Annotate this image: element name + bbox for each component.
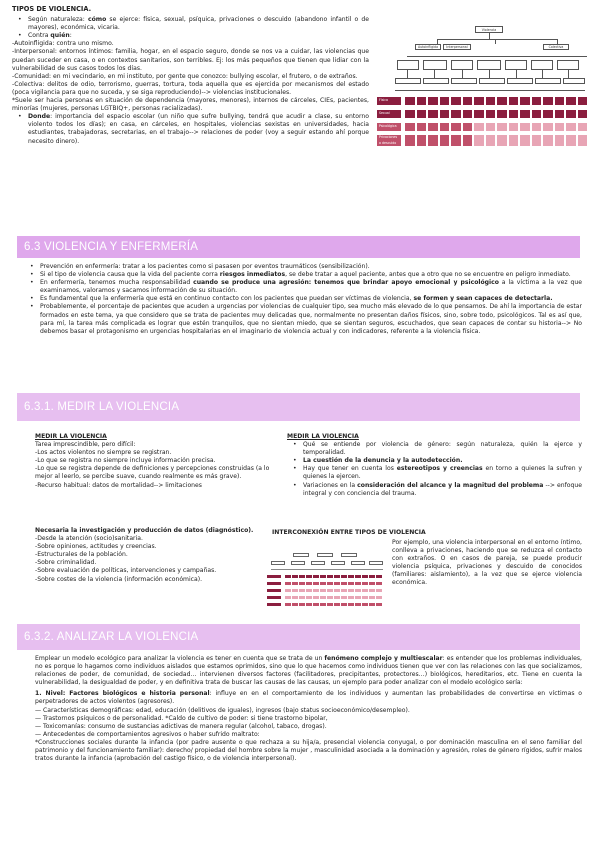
- intro-block: [12, 5, 369, 146]
- diagram-cell: [320, 589, 326, 592]
- diagram-cell: [417, 97, 427, 105]
- diagram-cell: [463, 123, 473, 131]
- diagram-cell: [566, 110, 576, 118]
- diagram-row-label: Sexual: [377, 110, 401, 118]
- diagram-cell: [376, 589, 382, 592]
- diagram-row-label: Psicológica: [377, 123, 401, 131]
- diagram-cell: [355, 603, 361, 606]
- diagram-cell: [440, 135, 450, 146]
- diagram-box: [271, 561, 285, 565]
- text: : influye en en el comportamiento de los individuos y aumentan las probabilidades de convertirse en víctimas o perpetradores de actos violentos (agresores).: [35, 690, 583, 706]
- diagram-cell: [327, 589, 333, 592]
- diagram-cell: [362, 603, 368, 606]
- diagram-sub-box: [531, 60, 553, 70]
- diagram-cell: [362, 596, 368, 599]
- diagram-row-label: Privaciones: [377, 135, 401, 141]
- diagram-cell: [334, 596, 340, 599]
- diagram-cell: [306, 582, 312, 585]
- diagram-row-marker: [267, 582, 281, 585]
- diagram-cell: [474, 135, 484, 146]
- diagram-cell: [555, 110, 565, 118]
- diagram-cell: [376, 603, 382, 606]
- diagram-cell: [566, 123, 576, 131]
- column-heading: MEDIR LA VIOLENCIA: [35, 433, 107, 440]
- list-item: [30, 263, 582, 271]
- diagram-cell: [405, 123, 415, 131]
- diagram-cell: [376, 596, 382, 599]
- item-lead: Según naturaleza:: [28, 16, 85, 24]
- diagram-cell: [532, 135, 542, 146]
- diagram-cell: [355, 589, 361, 592]
- diagram-box: [317, 553, 333, 557]
- diagram-cell: [299, 589, 305, 592]
- item-text: Prevención en enfermería: tratar a los pacientes como si pasasen por eventos traumáticos (sensibilización).: [40, 263, 370, 270]
- paragraph: Tarea imprescindible, pero difícil:: [35, 441, 136, 449]
- column-heading: MEDIR LA VIOLENCIA: [287, 433, 359, 440]
- diagram-cell: [578, 123, 588, 131]
- list-item: [30, 271, 582, 279]
- diagram-root-box: Violencia: [475, 26, 503, 33]
- column-heading: INTERCONEXIÓN ENTRE TIPOS DE VIOLENCIA: [272, 529, 426, 536]
- diagram-cell: [497, 135, 507, 146]
- paragraph: — Trastornos psíquicos o de personalidad. *Caldo de cultivo de poder: si tiene trastorno bipolar,: [35, 714, 328, 722]
- diagram-cell: [497, 123, 507, 131]
- diagram-cell: [313, 603, 319, 606]
- diagram-sub-box: [505, 60, 527, 70]
- paragraph: -Comunidad: en mi vecindario, en mi instituto, por gente que conozco: bullying escolar, el frutero, o de extraños.: [12, 72, 358, 80]
- diagram-cell: [532, 97, 542, 105]
- list-item: [30, 279, 582, 295]
- measure-left-column: [35, 433, 272, 490]
- diagram-cell: [306, 596, 312, 599]
- bullet-list: [12, 113, 369, 145]
- section-title: 6.3 VIOLENCIA Y ENFERMERÍA: [24, 240, 199, 253]
- diagram-cell: [520, 135, 530, 146]
- diagram-cell: [334, 575, 340, 578]
- diagram-cell: [417, 110, 427, 118]
- diagram-cell: [509, 97, 519, 105]
- diagram-row-marker: [267, 575, 281, 578]
- diagram-cell: [334, 589, 340, 592]
- diagram-cell: [320, 603, 326, 606]
- diagram-cell: [292, 596, 298, 599]
- diagram-cell: [440, 123, 450, 131]
- paragraph: -Autoinfligida: contra uno mismo.: [12, 40, 114, 48]
- diagram-cell: [555, 123, 565, 131]
- paragraph: -Lo que se registra no siempre incluye información precisa.: [35, 457, 216, 465]
- interconnection-text: Por ejemplo, una violencia interpersonal en el entorno íntimo, conlleva a privaciones, haciendo que se reduzca el contacto con extraños. O en casos de pareja, se puede producir violencia psíquica, privaciones y descuido de conocidos (familiares: aislamiento), a la vez que se ejerce violencia económica.: [392, 539, 582, 587]
- violence-typology-diagram: [377, 20, 592, 185]
- item-text: , se debe tratar a aquel paciente, antes que a otro que no se encuentre en peligro inmediato.: [285, 271, 571, 279]
- diagram-cell: [369, 603, 375, 606]
- diagram-sub-box: [397, 60, 419, 70]
- diagram-level1-box: Interpersonal: [443, 44, 471, 50]
- item-bold: riesgos inmediatos: [219, 271, 286, 279]
- diagram-sub-box: [507, 78, 533, 84]
- paragraph: -Interpersonal: entornos íntimos: familia, hogar, en el espacio seguro, donde se nos va a cuidar, las violencias que puedan suceder en casa, o en contextos sanitarios, son terribles. Ej: los más pequeños que tienen que lidiar con la vulnerabilidad de sus casos todos los días.: [12, 48, 369, 72]
- diagram-cell: [543, 123, 553, 131]
- paragraph: — Características demográficas: edad, educación (delitivos de iguales), ingresos (bajo status socioeconómico/desempleo).: [35, 706, 410, 714]
- item-text: a la víctima a la vez que examinamos, valoramos y sacamos información de su situación.: [40, 279, 582, 295]
- diagram-cell: [299, 596, 305, 599]
- diagram-cell: [313, 596, 319, 599]
- paragraph: [35, 655, 582, 687]
- item-bold: cómo: [87, 16, 107, 24]
- diagram-box: [291, 561, 305, 565]
- diagram-cell: [497, 97, 507, 105]
- diagram-cell: [376, 575, 382, 578]
- item-bold: Donde: [28, 113, 51, 121]
- diagram-cell: [362, 589, 368, 592]
- diagram-cell: [428, 123, 438, 131]
- diagram-cell: [486, 97, 496, 105]
- diagram-sub-box: [557, 60, 579, 70]
- item-text: Probablemente, el porcentaje de pacientes que acuden a urgencias por violencias de cualquier tipo, sea mucho más elevado de lo que pensamos. De ahí la importancia de estar formados en este tema, ya que considero que se trata de pacientes muy delicadas que, normalmente no presentan daños físicos, sino, sobre todo, psicológicos. Tal es así que, para mí, la tarea más complicada es lograr que estén tranquilos, que no sientan miedo, que se sientan seguros, escuchados, que sean capaces de contar su historia--> No debemos basar el protagonismo en urgencias hospitalarias en el imaginario de violencia actual y con indicadores, referente a la violencia física.: [40, 303, 582, 335]
- list-item: [12, 16, 369, 32]
- diagram-cell: [520, 123, 530, 131]
- text-bold: fenómeno complejo y multiescalar: [324, 655, 443, 662]
- diagram-cell: [320, 582, 326, 585]
- diagram-cell: [292, 582, 298, 585]
- item-bold: La cuestión de la denuncia y la autodetección.: [303, 457, 463, 465]
- diagram-sub-box: [563, 78, 585, 84]
- diagram-cell: [543, 97, 553, 105]
- bullet-list: [30, 263, 582, 336]
- section-title: 6.3.1. MEDIR LA VIOLENCIA: [24, 400, 180, 413]
- diagram-cell: [555, 135, 565, 146]
- diagram-cell: [532, 110, 542, 118]
- diagram-sub-box: [451, 78, 477, 84]
- diagram-cell: [463, 97, 473, 105]
- paragraph: *Suele ser hacia personas en situación de dependencia (mayores, menores), internos de cárceles, CIEs, pacientes, minorías (mujeres, personas LGTBIQ+, personas racializadas).: [12, 97, 369, 113]
- item-bold: cuando se produce una agresión: tenemos que brindar apoyo emocional y psicológico: [193, 279, 499, 287]
- item-text: En enfermería, tenemos mucha responsabilidad: [40, 279, 194, 287]
- paragraph: -Los actos violentos no siempre se registran.: [35, 449, 172, 457]
- list-item: [287, 482, 582, 498]
- diagram-cell: [355, 582, 361, 585]
- diagram-cell: [348, 596, 354, 599]
- diagram-cell: [555, 97, 565, 105]
- diagram-cell: [509, 110, 519, 118]
- diagram-cell: [428, 97, 438, 105]
- diagram-cell: [313, 575, 319, 578]
- diagram-cell: [348, 589, 354, 592]
- diagram-cell: [451, 123, 461, 131]
- diagram-cell: [369, 596, 375, 599]
- diagram-cell: [440, 110, 450, 118]
- diagram-cell: [474, 110, 484, 118]
- diagram-cell: [578, 110, 588, 118]
- diagram-cell: [355, 575, 361, 578]
- diagram-cell: [320, 575, 326, 578]
- item-text: se ejerce: física, sexual, psíquica, privaciones o descuido (abandono infantil o de mayores), económica, vicaria.: [28, 16, 370, 32]
- diagram-cell: [532, 123, 542, 131]
- column-heading: Necesaria la investigación y producción de datos (diagnóstico).: [35, 527, 254, 534]
- diagram-cell: [355, 596, 361, 599]
- item-bold: se formen y sean capaces de detectarla.: [413, 295, 553, 303]
- diagram-cell: [292, 603, 298, 606]
- diagram-cell: [285, 596, 291, 599]
- diagram-box: [293, 553, 309, 557]
- diagram-cell: [306, 589, 312, 592]
- diagram-cell: [348, 603, 354, 606]
- diagram-sub-box: [479, 78, 505, 84]
- diagram-cell: [451, 97, 461, 105]
- text: : es entender que los problemas individuales, no es porque lo hagamos como individuos aislados que estamos oprimidos, sino que lo que hacemos como individuos tienen que ver con las relaciones con las que socializamos, relaciones de poder, de comunidad, de sociedad… intervienen diversos factores (facilitadores, precipitantes, protectores…) biológicos, hereditarios, etc. Tiene en cuenta la vulnerabilidad, la desigualdad de poder, y en definitiva trata de buscar las causas de las causas, un ejemplo para poder analizar con el modelo ecológico sería:: [35, 655, 582, 687]
- diagram-cell: [299, 582, 305, 585]
- bullet-list: [12, 16, 369, 40]
- diagram-cell: [292, 589, 298, 592]
- diagram-row-marker: [267, 589, 281, 592]
- diagram-cell: [451, 135, 461, 146]
- text: Emplear un modelo ecológico para analizar la violencia es tener en cuenta que se trata de un: [35, 655, 325, 662]
- list-item: [287, 465, 582, 481]
- diagram-sub-box: [423, 60, 447, 70]
- paragraph: -Sobre opiniones, actitudes y creencias.: [35, 543, 157, 551]
- item-text: Es fundamental que la enfermería que está en continuo contacto con los pacientes que puedan ser víctimas de violencia,: [40, 295, 414, 303]
- diagram-row-label: o descuido: [377, 141, 401, 146]
- diagram-cell: [417, 135, 427, 146]
- diagram-cell: [578, 97, 588, 105]
- analysis-body: [35, 655, 582, 763]
- diagram-cell: [566, 97, 576, 105]
- item-text: --> enfoque integral y con conciencia del trauma.: [303, 481, 583, 497]
- section-band: [17, 236, 580, 258]
- section-body: [30, 263, 582, 336]
- diagram-cell: [486, 110, 496, 118]
- diagram-cell: [348, 575, 354, 578]
- paragraph: -Sobre evaluación de políticas, intervenciones y campañas.: [35, 567, 217, 575]
- diagram-cell: [543, 135, 553, 146]
- diagram-cell: [334, 603, 340, 606]
- diagram-cell: [417, 123, 427, 131]
- diagram-cell: [543, 110, 553, 118]
- diagram-box: [311, 561, 325, 565]
- list-item: [30, 303, 582, 335]
- diagram-cell: [428, 135, 438, 146]
- diagram-level1-box: Colectiva: [543, 44, 569, 50]
- diagram-cell: [509, 135, 519, 146]
- item-text: en torno a quienes la sufren y quienes la ejercen.: [303, 465, 583, 481]
- diagram-cell: [341, 603, 347, 606]
- list-item: [287, 441, 582, 457]
- diagram-cell: [428, 110, 438, 118]
- diagram-cell: [440, 97, 450, 105]
- diagram-cell: [285, 582, 291, 585]
- diagram-cell: [376, 582, 382, 585]
- diagram-cell: [285, 603, 291, 606]
- diagram-cell: [369, 589, 375, 592]
- list-item: [12, 113, 369, 145]
- paragraph: -Estructurales de la población.: [35, 551, 128, 559]
- item-bold: consideración del alcance y la magnitud del problema: [357, 481, 544, 489]
- diagram-row-marker: [267, 603, 281, 606]
- diagram-cell: [486, 135, 496, 146]
- diagram-box: [341, 553, 357, 557]
- section-title: 6.3.2. ANALIZAR LA VIOLENCIA: [24, 630, 199, 643]
- list-item: [287, 457, 582, 465]
- item-lead: Contra: [28, 32, 49, 40]
- bullet-list: [287, 441, 582, 498]
- section-band: [17, 624, 580, 650]
- diagram-cell: [327, 596, 333, 599]
- diagram-cell: [369, 582, 375, 585]
- paragraph: -Colectiva: delitos de odio, terrorismo, guerras, tortura, toda aquella que es ejercida por mecanismos del estado (poca vigilancia para que no suceda, y se siga reproduciendo)--> violencias institucionales.: [12, 80, 369, 96]
- diagram-cell: [299, 575, 305, 578]
- diagram-sub-box: [477, 60, 501, 70]
- diagram-cell: [405, 110, 415, 118]
- diagram-cell: [463, 110, 473, 118]
- diagram-cell: [341, 582, 347, 585]
- diagram-cell: [405, 135, 415, 146]
- item-text: Hay que tener en cuenta los: [303, 465, 397, 473]
- diagram-cell: [285, 589, 291, 592]
- diagram-cell: [405, 97, 415, 105]
- diagram-cell: [369, 575, 375, 578]
- diagram-cell: [334, 582, 340, 585]
- diagram-box: [331, 561, 345, 565]
- diagram-cell: [341, 575, 347, 578]
- diagram-sub-box: [451, 60, 473, 70]
- diagram-cell: [306, 603, 312, 606]
- diagram-sub-box: [535, 78, 561, 84]
- diagram-cell: [451, 110, 461, 118]
- item-text: : importancia del espacio escolar (un niño que sufre bullying, tendrá que acudir a clase, su entorno violento todos los días); en casa, en cárceles, en hospitales, violencias sexistas en universidades, hacia estudiantes, trabajadoras, secretarias, en el trabajo--> relaciones de poder (voy a seguir estando ahí porque necesito dinero).: [28, 113, 369, 145]
- item-text: Si el tipo de violencia causa que la vida del paciente corra: [40, 271, 220, 279]
- diagram-line: [271, 569, 383, 570]
- diagram-cell: [566, 135, 576, 146]
- diagram-cell: [520, 110, 530, 118]
- data-production-column: [35, 527, 272, 584]
- diagram-cell: [520, 97, 530, 105]
- paragraph: *Construcciones sociales durante la infancia (por padre ausente o que rechaza a su hija/a, presencial violencia conyugal, o por dominación masculina en el seno familiar del patrimonio y del funcionamiento familiar): derecho/ propiedad del hombre sobre la mujer , masculinidad asociada a la dominación y agresión, roles de género rígidos, sufrir malos tratos durante la infancia (aprobación del castigo físico, o de violencia interpersonal).: [35, 738, 582, 763]
- diagram-cell: [313, 589, 319, 592]
- paragraph: -Recurso habitual: datos de mortalidad--> limitaciones: [35, 481, 202, 489]
- item-text: Variaciones en la: [303, 481, 358, 489]
- diagram-box: [369, 561, 383, 565]
- diagram-level1-box: Autoinfligida: [415, 44, 441, 50]
- paragraph: -Sobre criminalidad.: [35, 559, 97, 567]
- diagram-cell: [348, 582, 354, 585]
- list-item: [12, 32, 369, 40]
- diagram-cell: [327, 582, 333, 585]
- item-text: Qué se entiende por violencia de género: según naturaleza, quién la ejerce y temporalidad.: [303, 441, 582, 457]
- diagram-box: [351, 561, 365, 565]
- diagram-cell: [320, 596, 326, 599]
- diagram-cell: [285, 575, 291, 578]
- text-bold: 1. Nivel: Factores biológicos e historia personal: [35, 690, 210, 698]
- diagram-row-marker: [267, 596, 281, 599]
- paragraph: -Desde la atención (socio)sanitaria.: [35, 535, 143, 543]
- paragraph: -Sobre costes de la violencia (información económica).: [35, 575, 203, 583]
- diagram-cell: [327, 603, 333, 606]
- diagram-cell: [362, 582, 368, 585]
- item-text: :: [69, 32, 72, 40]
- diagram-cell: [341, 596, 347, 599]
- paragraph: [35, 690, 582, 706]
- diagram-cell: [497, 110, 507, 118]
- item-bold: quién: [50, 32, 70, 40]
- diagram-cell: [341, 589, 347, 592]
- item-bold: estereotipos y creencias: [396, 465, 483, 473]
- section-heading: TIPOS DE VIOLENCIA.: [12, 5, 92, 13]
- diagram-cell: [362, 575, 368, 578]
- diagram-cell: [299, 603, 305, 606]
- paragraph: — Toxicomanías: consumo de sustancias adictivas de manera regular (alcohol, tabaco, drogas).: [35, 722, 327, 730]
- section-band: [17, 393, 580, 421]
- diagram-cell: [327, 575, 333, 578]
- diagram-cell: [509, 123, 519, 131]
- diagram-sub-box: [423, 78, 449, 84]
- diagram-cell: [474, 123, 484, 131]
- paragraph: — Antecedentes de comportamientos agresivos o haber sufrido maltrato:: [35, 730, 260, 738]
- interconnection-diagram: [265, 549, 387, 617]
- diagram-cell: [486, 123, 496, 131]
- diagram-cell: [306, 575, 312, 578]
- diagram-row-label: Física: [377, 97, 401, 105]
- diagram-cell: [474, 97, 484, 105]
- paragraph: -Lo que se registra depende de definiciones y percepciones construidas (a lo mejor al leerlo, se percibe suave, cuando realmente es más grave).: [35, 465, 270, 481]
- measure-right-column: [287, 433, 582, 498]
- diagram-cell: [313, 582, 319, 585]
- diagram-cell: [292, 575, 298, 578]
- diagram-cell: [578, 135, 588, 146]
- diagram-cell: [463, 135, 473, 146]
- diagram-sub-box: [395, 78, 421, 84]
